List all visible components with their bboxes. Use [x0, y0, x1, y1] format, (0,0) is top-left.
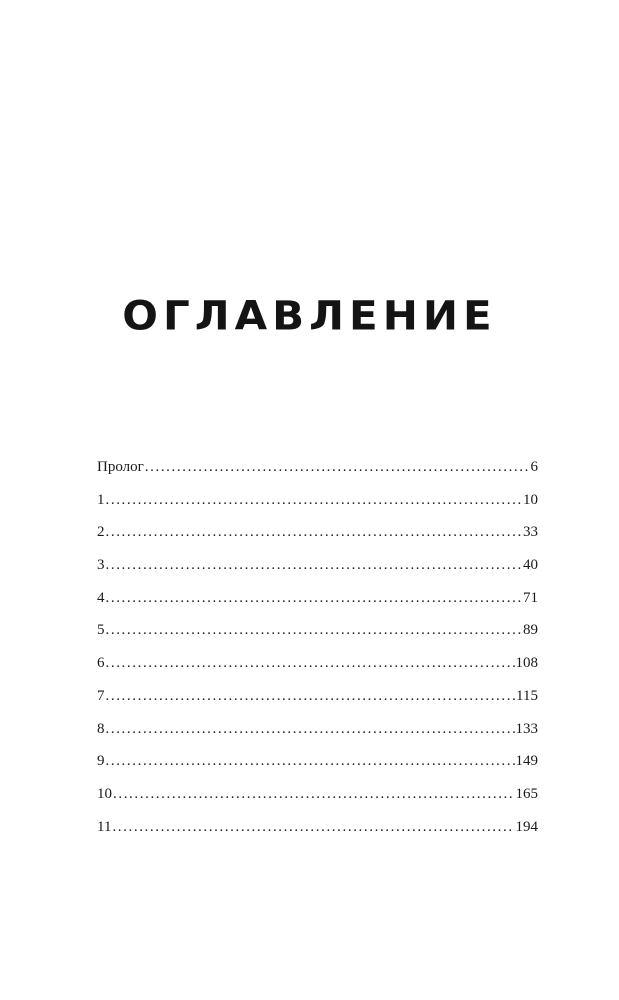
toc-entry[interactable]: [97, 814, 538, 847]
toc-entry-page: 108: [515, 655, 538, 672]
toc-entry-page: 10: [523, 491, 538, 508]
dot-leader: [145, 454, 530, 480]
toc-entry-label: 11: [97, 818, 112, 835]
page-title: ОГЛАВЛЕНИЕ: [122, 292, 497, 339]
toc-entry[interactable]: [97, 487, 538, 520]
dot-leader: [106, 487, 523, 513]
toc-entry-page: 89: [523, 622, 538, 639]
toc-entry-page: 194: [515, 818, 538, 835]
toc-entry[interactable]: [97, 585, 538, 618]
toc-entry-page: 33: [523, 524, 538, 541]
toc-entry[interactable]: [97, 781, 538, 814]
dot-leader: [113, 781, 515, 807]
toc-entry-label: 7: [97, 687, 105, 704]
dot-leader: [106, 519, 523, 545]
toc-entry-page: 149: [515, 753, 538, 770]
dot-leader: [106, 552, 523, 578]
dot-leader: [106, 617, 523, 643]
dot-leader: [106, 650, 515, 676]
toc-entry-page: 6: [530, 459, 538, 475]
toc-entry-page: 165: [515, 785, 538, 802]
dot-leader: [112, 814, 514, 840]
toc-entry[interactable]: [97, 519, 538, 552]
table-of-contents: [97, 454, 538, 846]
toc-entry[interactable]: [97, 748, 538, 781]
toc-entry-label: 9: [97, 753, 105, 770]
dot-leader: [106, 683, 516, 709]
toc-entry-page: 115: [516, 687, 538, 704]
toc-entry-page: 40: [523, 557, 538, 574]
dot-leader: [106, 716, 515, 742]
toc-entry[interactable]: [97, 552, 538, 585]
toc-entry-label: 1: [97, 491, 105, 508]
toc-entry-label: 2: [97, 524, 105, 541]
toc-entry-label: 6: [97, 655, 105, 672]
toc-entry-label: 3: [97, 557, 105, 574]
toc-entry[interactable]: [97, 617, 538, 650]
toc-entry-label: 4: [97, 589, 105, 606]
toc-entry[interactable]: [97, 454, 538, 487]
toc-entry[interactable]: [97, 716, 538, 749]
toc-entry-label: Пролог: [97, 459, 144, 475]
dot-leader: [106, 585, 523, 611]
toc-entry-label: 5: [97, 622, 105, 639]
toc-entry[interactable]: [97, 683, 538, 716]
toc-entry-page: 71: [523, 589, 538, 606]
dot-leader: [106, 748, 515, 774]
toc-entry-label: 8: [97, 720, 105, 737]
toc-entry-label: 10: [97, 785, 112, 802]
toc-entry[interactable]: [97, 650, 538, 683]
toc-entry-page: 133: [515, 720, 538, 737]
